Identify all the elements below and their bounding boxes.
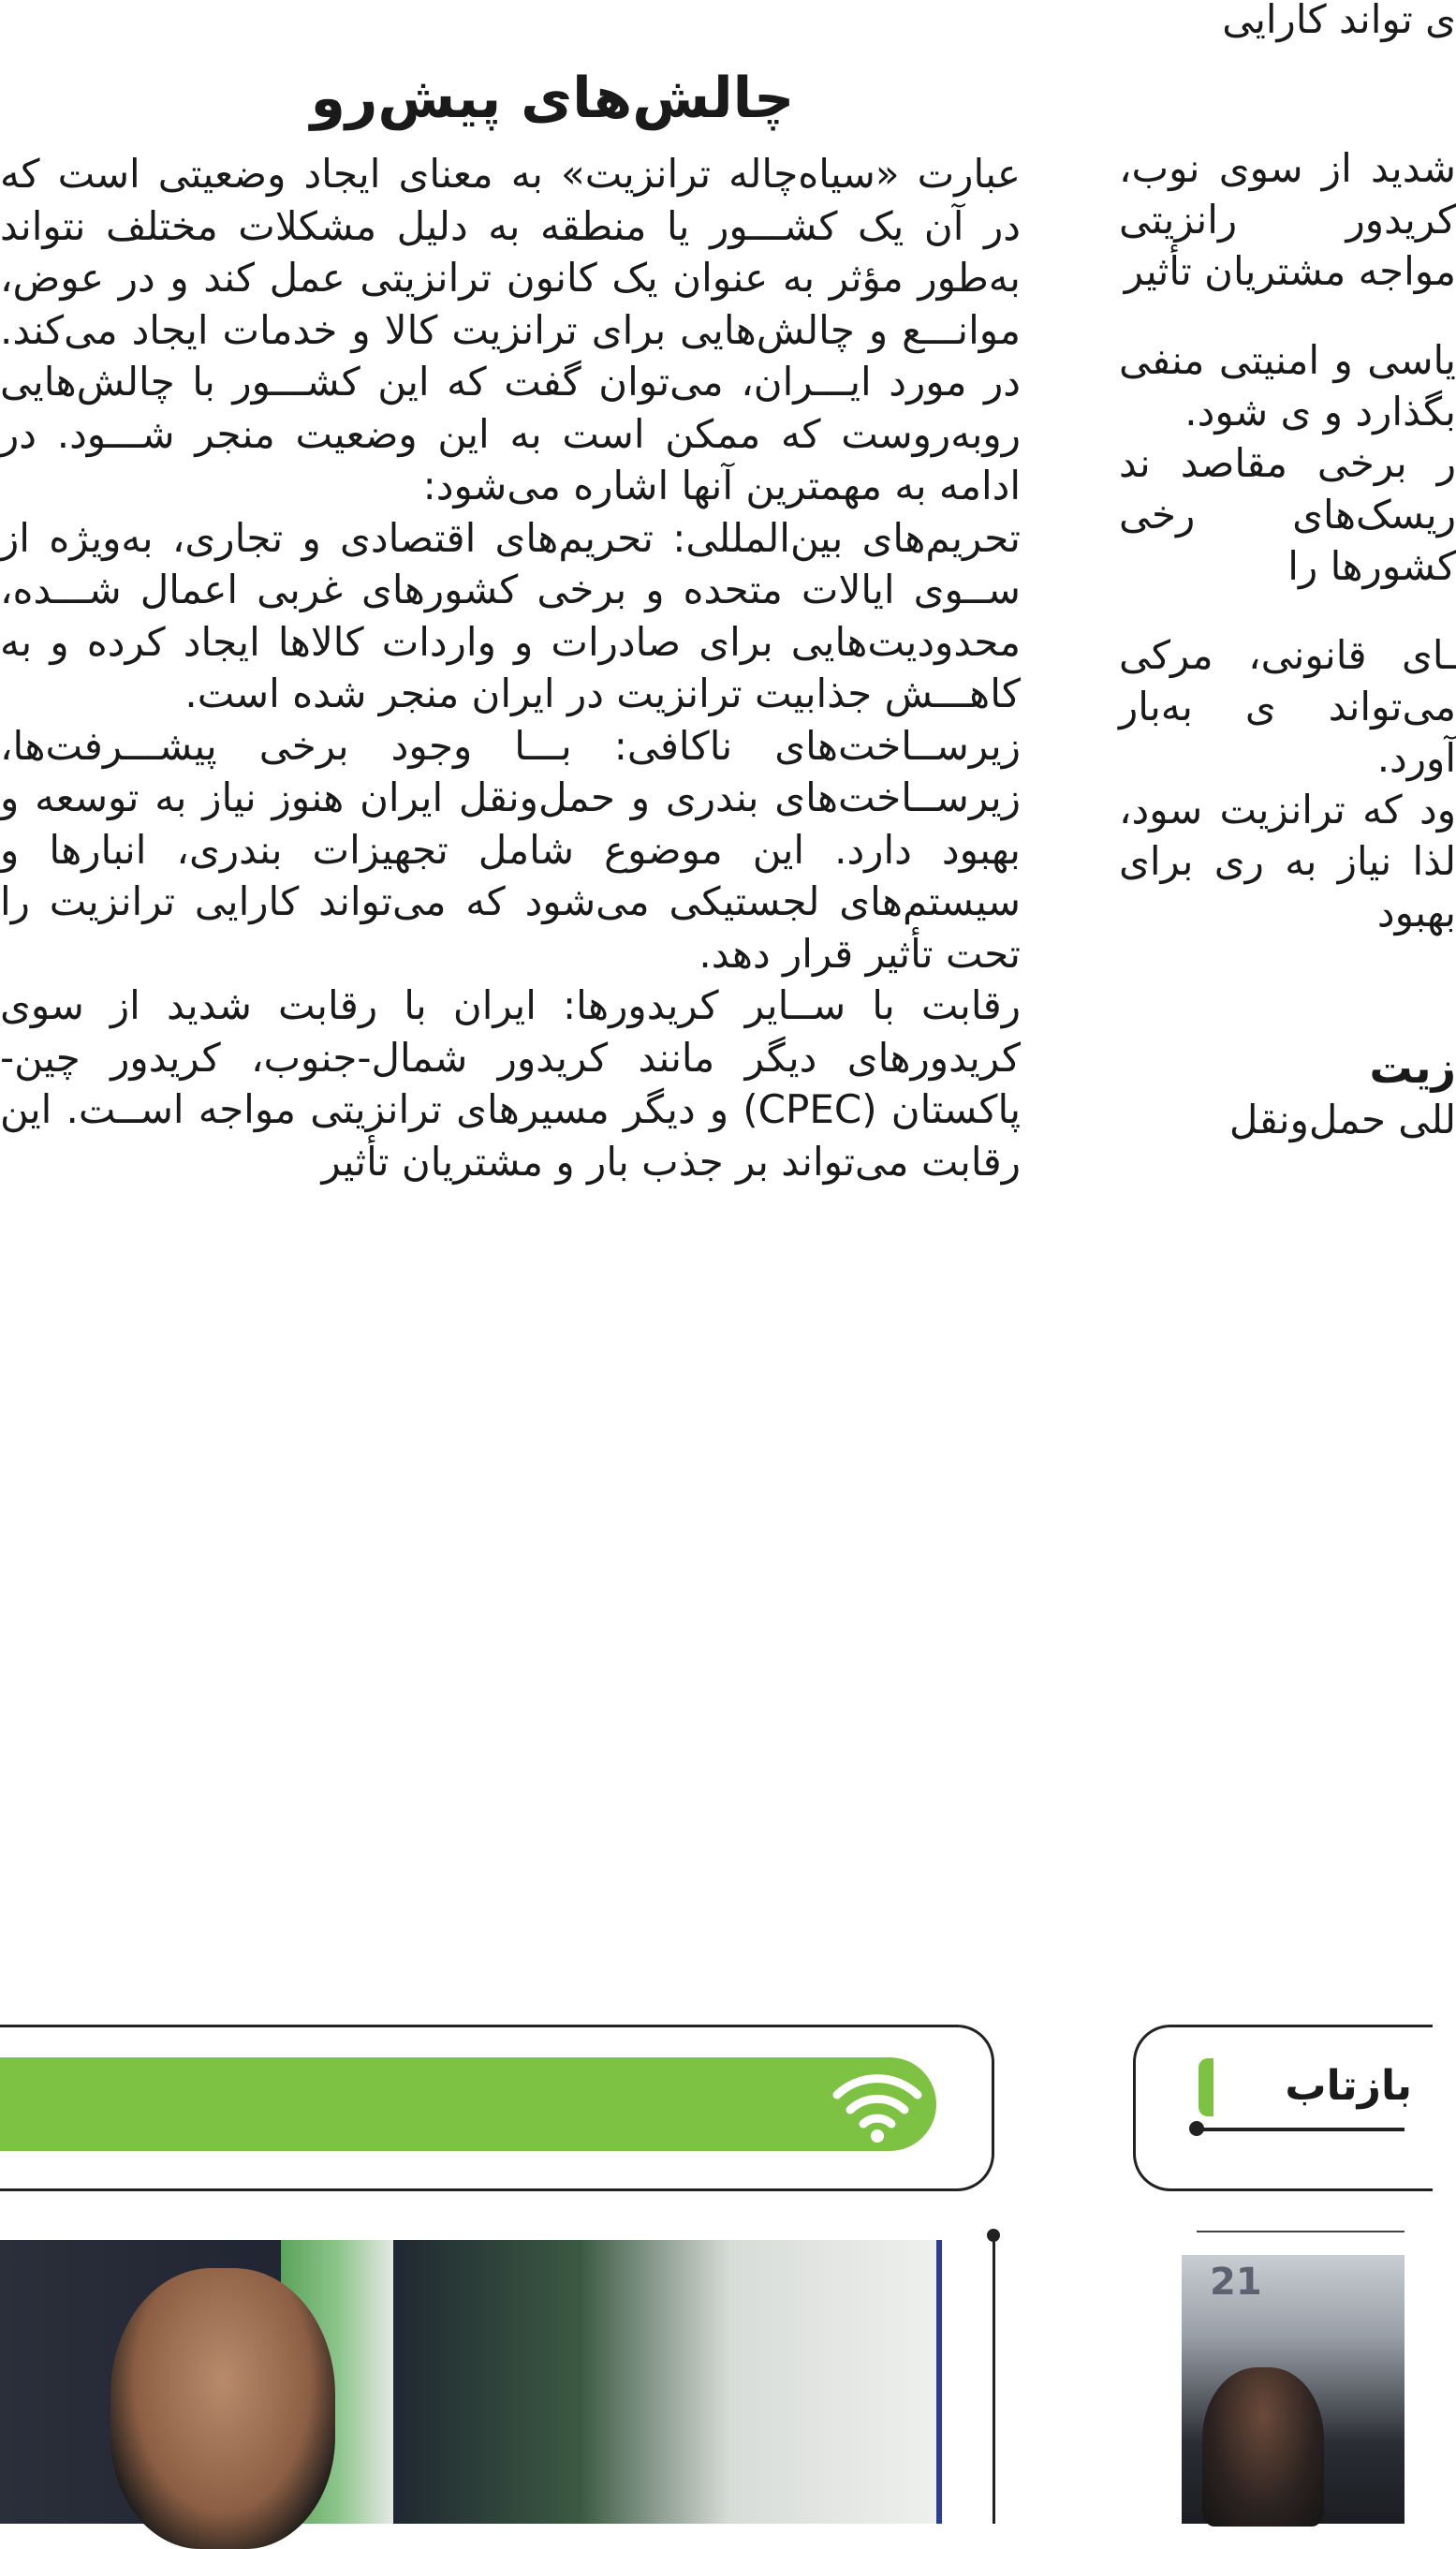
right-column-paragraph: شدید از سوی نوب، کریدور رانزیتی مواجه مشتریان تأثیر [1119, 145, 1456, 294]
photo-number-text: 21 [1210, 2261, 1262, 2304]
column-rule [993, 2234, 995, 2524]
person-shape [1202, 2367, 1324, 2527]
wifi-icon [826, 2061, 929, 2147]
right-column-paragraph: ر برخی مقاصد ند ریسک‌های رخی کشورها را [1119, 440, 1456, 589]
news-photo [0, 2240, 942, 2524]
right-column [1119, 0, 1456, 1145]
article-paragraph-competition: رقابت با ســایر کریدورها: ایران با رقابت شدید از سوی کریدورهای دیگر مانند کریدور شمال-جنوب، کریدور چین-پاکستان (CPEC) و دیگر مسیرهای ترانزیتی مواجه اســت. این رقابت می‌تواند بر جذب بار و مشتریان تأثیر [0, 982, 1022, 1185]
article-paragraph-sanctions: تحریم‌های بین‌المللی: تحریم‌های اقتصادی و تجاری، به‌ویژه از ســوی ایالات متحده و برخی کشورهای غربی اعمال شـــده، محدودیت‌هایی برای صادرات و واردات کالاها ایجاد کرده و به کاهـــش جذابیت ترانزیت در ایران منجر شده است. [0, 514, 1021, 716]
right-column-paragraph: للی حمل‌ونقل [1228, 1097, 1456, 1142]
reflection-thin-rule [1197, 2231, 1405, 2232]
right-column-top-line: ی تواند کارایی [1222, 0, 1456, 42]
section-banner-bar [0, 2057, 936, 2151]
reflection-panel-label: بازتاب [1285, 2062, 1412, 2110]
right-column-paragraph: یاسی و امنیتی منفی بگذارد و ی شود. [1119, 337, 1456, 435]
article-column [0, 56, 1021, 1187]
reflection-rule-dot [1189, 2121, 1204, 2136]
article-paragraph-intro: عبارت «سیاه‌چاله ترانزیت» به معنای ایجاد وضعیتی است که در آن یک کشـــور یا منطقه به دلیل مشکلات مختلف نتواند به‌طور مؤثر به عنوان یک کانون ترانزیتی عمل کند و در عوض، موانـــع و چالش‌هایی برای ترانزیت کالا و خدمات ایجاد می‌کند. در مورد ایـــران، می‌توان گفت که این کشـــور با چالش‌هایی روبه‌روست که ممکن است به این وضعیت منجر شـــود. در ادامه به مهمترین آنها اشاره می‌شود: [0, 151, 1021, 508]
right-column-heading: زیت [1369, 1042, 1456, 1093]
reflection-photo [1182, 2255, 1405, 2524]
right-column-paragraph: ـای قانونی، مرکی می‌تواند ی به‌بار آورد. [1119, 632, 1456, 781]
right-column-paragraph: ود که ترانزیت سود، لذا نیاز به ری برای بهبود [1119, 787, 1456, 936]
reflection-rule [1203, 2128, 1405, 2131]
article-heading: چالش‌های پیش‌رو [310, 66, 795, 131]
article-paragraph-infrastructure: زیرســاخت‌های ناکافی: بـــا وجود برخی پیشـــرفت‌ها، زیرســاخت‌های بندری و حمل‌ونقل ایران هنوز نیاز به توسعه و بهبود دارد. این موضوع شامل تجهیزات بندری، انبارها و سیستم‌های لجستیکی می‌شود که می‌تواند کارایی ترانزیت را تحت تأثیر قرار دهد. [0, 722, 1021, 977]
person-shape [110, 2268, 335, 2549]
